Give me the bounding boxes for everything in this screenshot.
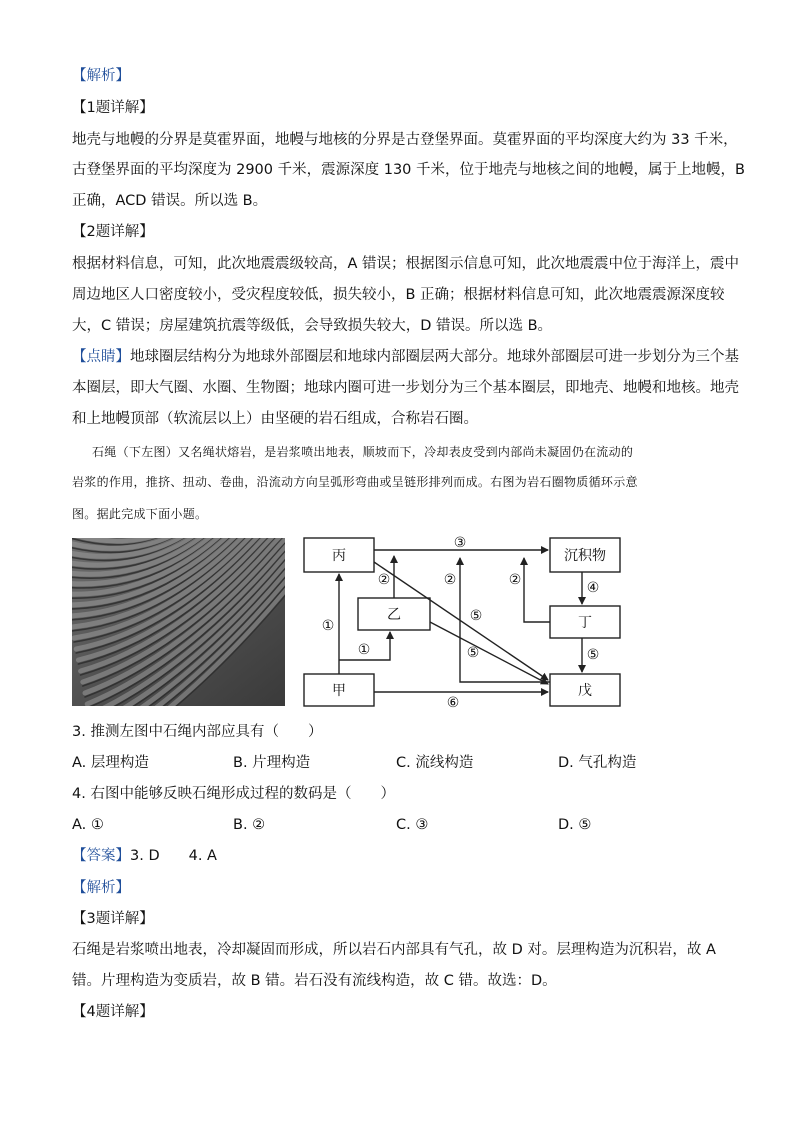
q4-option-b: B. ②	[233, 817, 266, 833]
q3-option-a: A. 层理构造	[72, 755, 149, 771]
q3-detail-heading: 【3题详解】	[72, 911, 154, 927]
q4-option-d: D. ⑤	[558, 817, 592, 833]
q3-detail-line-1: 石绳是岩浆喷出地表，冷却凝固而形成，所以岩石内部具有气孔，故 D 对。层理构造为沉积岩，故 A	[72, 942, 716, 958]
arrow-label: ①	[321, 618, 335, 634]
note-text-1: 地球圈层结构分为地球外部圈层和地球内部圈层两大部分。地球外部圈层可进一步划分为三个基	[130, 349, 739, 365]
material-line-1: 石绳（下左图）又名绳状熔岩，是岩浆喷出地表，顺坡而下，冷却表皮受到内部尚未凝固仍在流动的	[92, 445, 634, 459]
material-line-2: 岩浆的作用，推挤、扭动、卷曲，沿流动方向呈弧形弯曲或呈链形排列而成。右图为岩石圈物质循环示意	[72, 475, 638, 489]
note-line-2: 本圈层，即大气圈、水圈、生物圈；地球内圈可进一步划分为三个基本圈层，即地壳、地幔和地核。地壳	[72, 380, 739, 396]
analysis-heading: 【解析】	[72, 68, 130, 84]
arrow-label: ②	[377, 572, 391, 588]
arrow-label: ⑤	[586, 647, 600, 663]
q4-detail-heading: 【4题详解】	[72, 1004, 154, 1020]
note-line-3: 和上地幔顶部（软流层以上）由坚硬的岩石组成，合称岩石圈。	[72, 411, 478, 427]
arrow-label: ②	[508, 572, 522, 588]
q3-detail-line-2: 错。片理构造为变质岩，故 B 错。岩石没有流线构造，故 C 错。故选：D。	[72, 973, 557, 989]
q1-line-2: 古登堡界面的平均深度为 2900 千米，震源深度 130 千米，位于地壳与地核之间的地幔，属于上地幔，B	[72, 162, 745, 178]
answer-line	[72, 846, 217, 866]
note-line-1	[72, 347, 739, 367]
q4-option-c: C. ③	[396, 817, 429, 833]
box-jia-label: 甲	[332, 683, 346, 699]
arrow-label: ⑥	[446, 695, 460, 711]
q3-option-d: D. 气孔构造	[558, 755, 637, 771]
q2-line-3: 大，C 错误；房屋建筑抗震等级低，会导致损失较大，D 错误。所以选 B。	[72, 318, 553, 334]
answer-text: 3. D 4. A	[130, 848, 217, 864]
q2-line-1: 根据材料信息，可知，此次地震震级较高，A 错误；根据图示信息可知，此次地震震中位于海洋上，震中	[72, 256, 740, 272]
rock-cycle-diagram	[298, 532, 628, 712]
q3-option-b: B. 片理构造	[233, 755, 311, 771]
arrow-label: ①	[357, 642, 371, 658]
box-ding-label: 丁	[578, 615, 592, 631]
q3-option-c: C. 流线构造	[396, 755, 474, 771]
box-chenjiwu-label: 沉积物	[564, 548, 606, 564]
box-bing-label: 丙	[332, 548, 346, 564]
arrow-label: ④	[586, 580, 600, 596]
analysis-heading-2: 【解析】	[72, 880, 130, 896]
material-line-3: 图。据此完成下面小题。	[72, 507, 208, 521]
question-3-stem: 3. 推测左图中石绳内部应具有（ ）	[72, 724, 323, 740]
arrow-label: ③	[453, 535, 467, 551]
box-yi-label: 乙	[387, 607, 401, 623]
q1-line-3: 正确，ACD 错误。所以选 B。	[72, 193, 268, 209]
q4-option-a: A. ①	[72, 817, 104, 833]
answer-tag: 【答案】	[72, 848, 130, 864]
arrow-label: ②	[443, 572, 457, 588]
q2-line-2: 周边地区人口密度较小，受灾程度较低，损失较小，B 正确；根据材料信息可知，此次地震震源深度较	[72, 287, 725, 303]
arrow-label: ⑤	[466, 645, 480, 661]
box-wu-label: 戊	[578, 683, 592, 699]
arrow-label: ⑤	[469, 608, 483, 624]
rope-lava-photo	[72, 538, 285, 706]
note-tag: 【点睛】	[72, 349, 130, 365]
q1-line-1: 地壳与地幔的分界是莫霍界面，地幔与地核的分界是古登堡界面。莫霍界面的平均深度大约为 33 千米，	[72, 132, 738, 148]
question-4-stem: 4. 右图中能够反映石绳形成过程的数码是（ ）	[72, 786, 395, 802]
q1-detail-heading: 【1题详解】	[72, 100, 154, 116]
q2-detail-heading: 【2题详解】	[72, 224, 154, 240]
